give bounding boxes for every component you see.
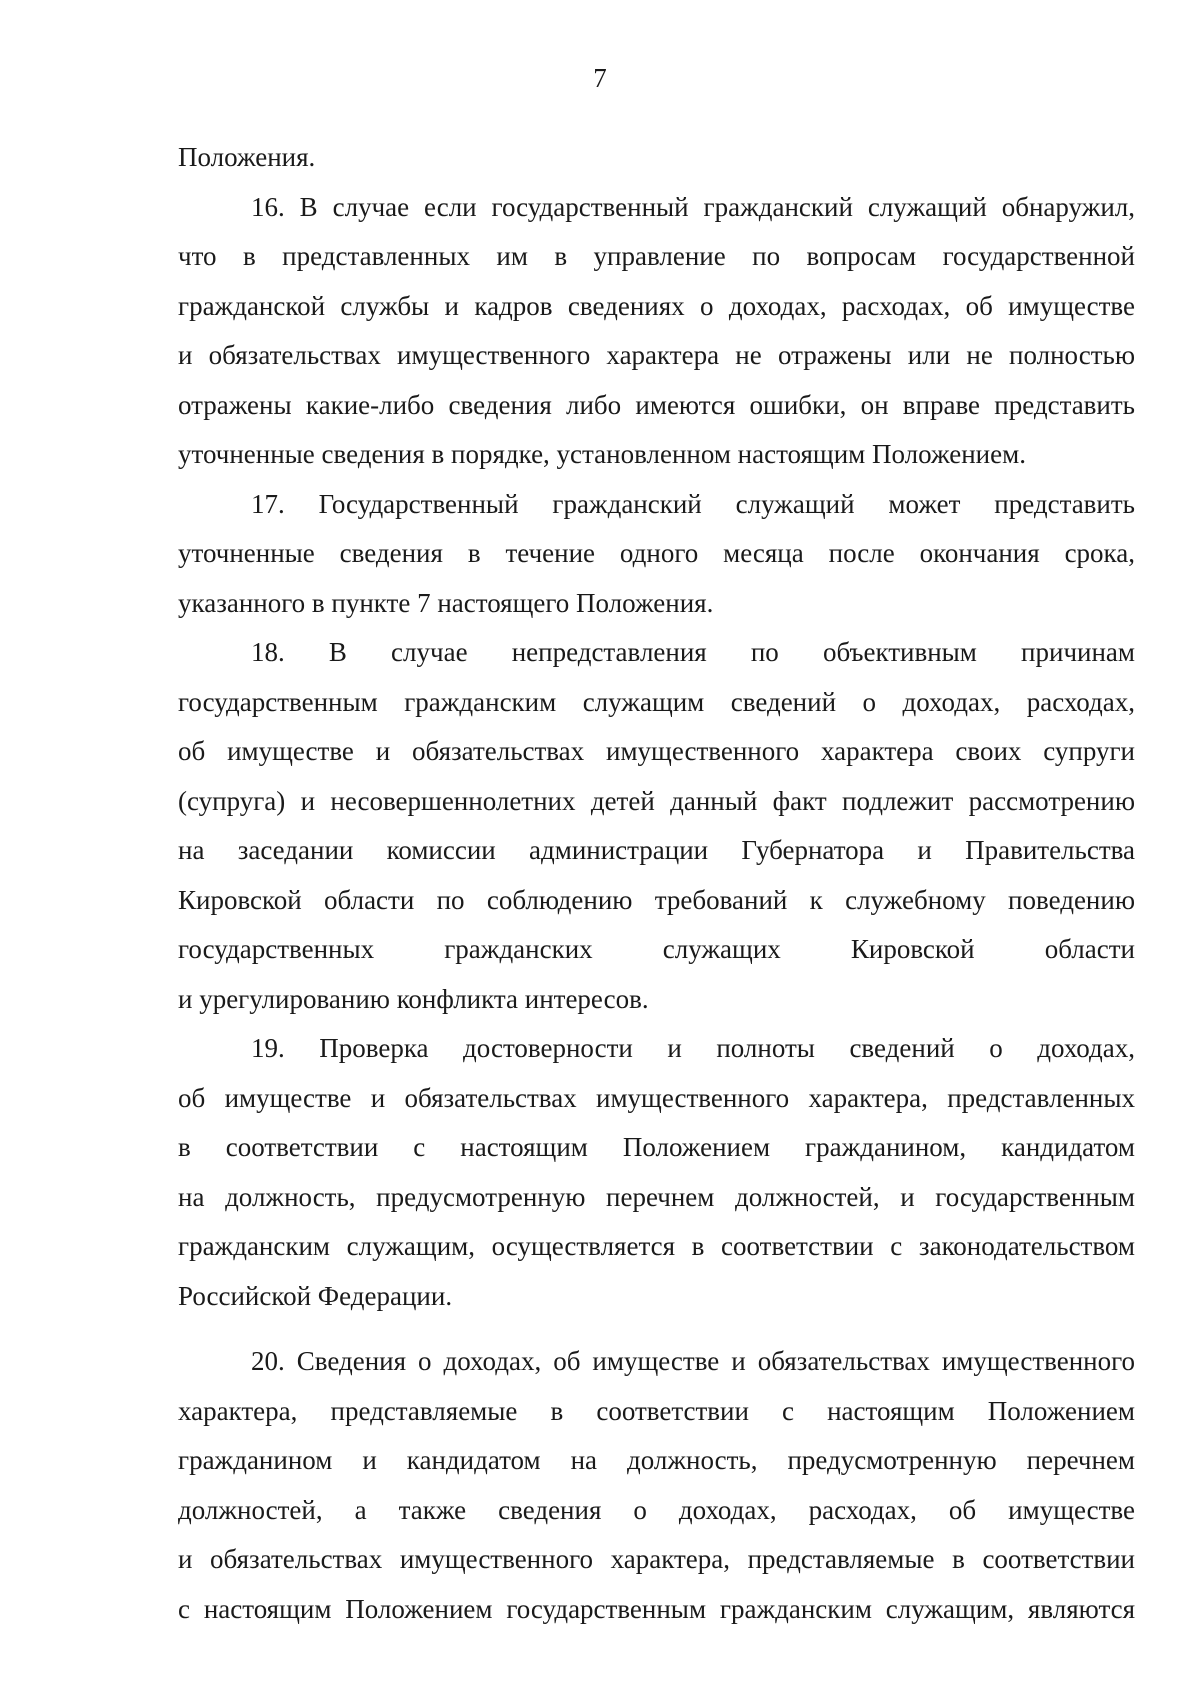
- text-line: уточненные сведения в порядке, установленном настоящим Положением.: [178, 439, 1026, 469]
- text-line: что в представленных им в управление по вопросам государственной: [178, 241, 1135, 271]
- text-line: отражены какие-либо сведения либо имеются ошибки, он вправе представить: [178, 389, 1135, 420]
- paragraph-gap: [178, 1321, 1135, 1337]
- text-line: об имуществе и обязательствах имущественного характера, представленных: [178, 1082, 1135, 1113]
- text-line: об имуществе и обязательствах имущественного характера своих супруги: [178, 736, 1135, 766]
- text-line: 18. В случае непредставления по объективным причинам: [251, 637, 1135, 667]
- text-line: (супруга) и несовершеннолетних детей данный факт подлежит рассмотрению: [178, 785, 1135, 816]
- text-line: 19. Проверка достоверности и полноты сведений о доходах,: [251, 1033, 1135, 1063]
- text-line: 17. Государственный гражданский служащий может представить: [251, 488, 1135, 519]
- text-line: в соответствии с настоящим Положением гражданином, кандидатом: [178, 1132, 1135, 1162]
- text-line: государственных гражданских служащих Кировской области: [178, 934, 1135, 964]
- text-line: Положения.: [178, 142, 316, 172]
- document-body-text: [178, 133, 1135, 1634]
- page-number: 7: [593, 63, 607, 93]
- text-line: и обязательствах имущественного характера не отражены или не полностью: [178, 340, 1135, 370]
- text-line: государственным гражданским служащим сведений о доходах, расходах,: [178, 686, 1135, 717]
- text-line: гражданским служащим, осуществляется в соответствии с законодательством: [178, 1231, 1135, 1261]
- text-line: должностей, а также сведения о доходах, расходах, об имуществе: [178, 1494, 1135, 1525]
- text-line: с настоящим Положением государственным гражданским служащим, являются: [178, 1593, 1135, 1624]
- text-line: гражданской службы и кадров сведениях о доходах, расходах, об имуществе: [178, 290, 1135, 321]
- text-line: 16. В случае если государственный гражданский служащий обнаружил,: [251, 191, 1135, 222]
- text-line: Кировской области по соблюдению требований к служебному поведению: [178, 884, 1135, 915]
- text-line: и обязательствах имущественного характера, представляемые в соответствии: [178, 1544, 1135, 1574]
- text-line: на должность, предусмотренную перечнем должностей, и государственным: [178, 1181, 1135, 1212]
- text-line: характера, представляемые в соответствии с настоящим Положением: [178, 1395, 1135, 1426]
- text-line: 20. Сведения о доходах, об имуществе и обязательствах имущественного: [251, 1346, 1135, 1376]
- text-line: гражданином и кандидатом на должность, предусмотренную перечнем: [178, 1445, 1135, 1475]
- text-line: и урегулированию конфликта интересов.: [178, 983, 649, 1014]
- text-line: указанного в пункте 7 настоящего Положения.: [178, 587, 714, 618]
- text-line: Российской Федерации.: [178, 1280, 453, 1311]
- text-line: на заседании комиссии администрации Губернатора и Правительства: [178, 835, 1135, 865]
- text-line: уточненные сведения в течение одного месяца после окончания срока,: [178, 538, 1135, 568]
